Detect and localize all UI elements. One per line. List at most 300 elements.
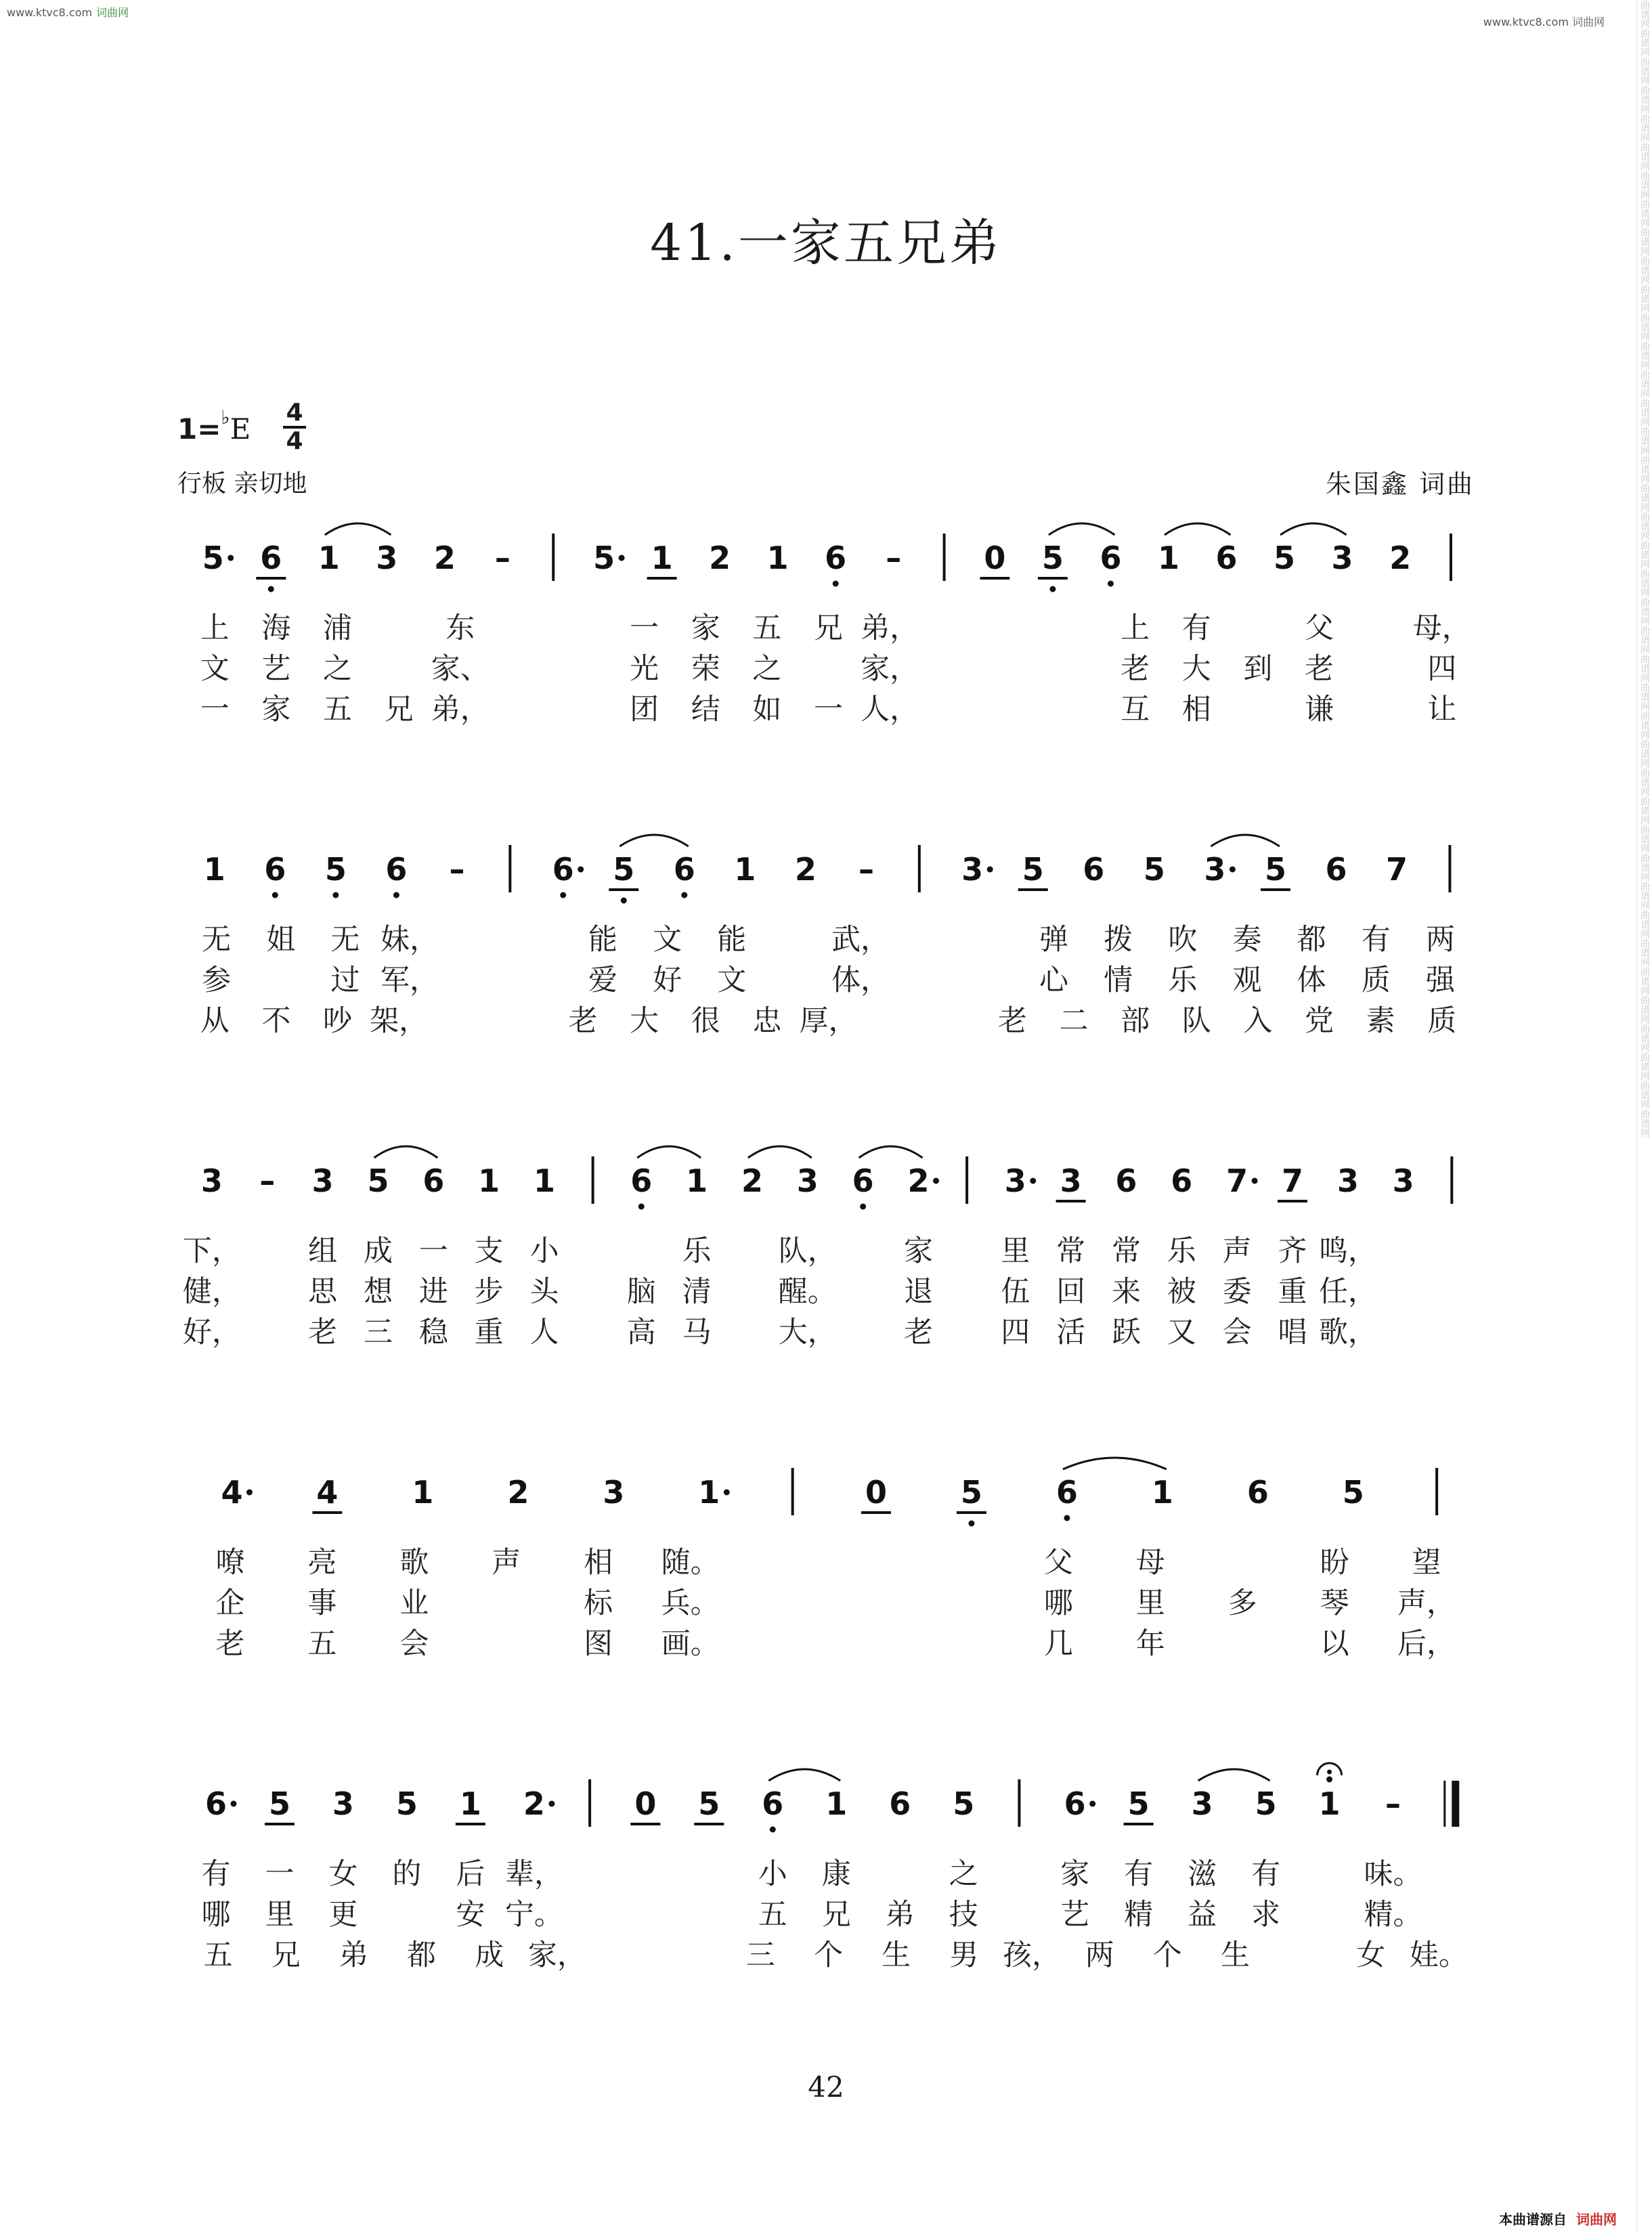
lyric-syllable: 多 (1227, 1586, 1257, 1620)
lyric-syllable: 随。 (661, 1546, 720, 1580)
lyric-syllable: 相 (584, 1546, 613, 1580)
side-watermark-text: 曲谱网 (1639, 171, 1650, 199)
note: 1 (1151, 1474, 1173, 1511)
lyric-syllable: 精。 (1364, 1898, 1422, 1932)
lyric-syllable: 心 (1039, 963, 1069, 997)
side-watermark-text: 曲谱网 (1639, 1081, 1650, 1109)
lyric-syllable: 上 (200, 611, 230, 645)
lyric-syllable: 武， (831, 923, 890, 957)
note: 5 (1274, 540, 1296, 576)
note: – (494, 540, 510, 576)
note: – (259, 1163, 276, 1199)
lyric-syllable: 乐 (1168, 963, 1198, 997)
lyric-syllable: 家 (904, 1234, 934, 1268)
note: 6 (260, 540, 282, 576)
side-watermark-text: 曲谱网 (1639, 142, 1650, 171)
lyric-syllable: 从 (200, 1004, 230, 1038)
fermata-dot (1327, 1770, 1332, 1775)
note: 1 (766, 540, 789, 576)
lyric-syllable: 有 (1124, 1857, 1154, 1891)
note: 6 (889, 1785, 911, 1822)
note: 3 (796, 1163, 819, 1199)
note: 2 (507, 1474, 529, 1511)
note: 3 (1331, 540, 1353, 576)
lyric-syllable: 步 (474, 1275, 504, 1309)
octave-low-dot (560, 892, 566, 898)
note: 5 (698, 1785, 720, 1822)
lyric-syllable: 亮 (307, 1546, 337, 1580)
lyric-syllable: 哪 (201, 1898, 231, 1932)
lyric-syllable: 弟 (339, 1938, 368, 1972)
lyric-syllable: 谦 (1304, 693, 1334, 727)
lyric-syllable: 两 (1085, 1938, 1114, 1972)
lyric-syllable: 益 (1188, 1898, 1217, 1932)
lyric-syllable: 歌， (1318, 1316, 1377, 1349)
lyric-syllable: 质 (1427, 1004, 1457, 1038)
slur (1165, 523, 1231, 535)
octave-low-dot (770, 1827, 776, 1833)
lyric-syllable: 任， (1318, 1275, 1377, 1309)
lyric-syllable: 都 (407, 1938, 437, 1972)
note: 1 (1318, 1785, 1341, 1822)
lyric-syllable: 大 (630, 1004, 659, 1038)
lyric-syllable: 鸣， (1318, 1234, 1377, 1268)
lyric-syllable: 有 (1361, 923, 1391, 957)
lyric-syllable: 队， (778, 1234, 837, 1268)
note: 6 (1171, 1163, 1193, 1199)
lyric-syllable: 画。 (661, 1627, 720, 1661)
lyric-syllable: 相 (1181, 693, 1211, 727)
lyric-syllable: 弟 (885, 1898, 915, 1932)
lyric-syllable: 老 (215, 1627, 245, 1661)
lyric-syllable: 部 (1121, 1004, 1150, 1038)
lyric-syllable: 奏 (1232, 923, 1262, 957)
note: 5 (202, 540, 224, 576)
lyric-syllable: 党 (1304, 1004, 1334, 1038)
side-watermark-text: 曲谱网 (1639, 341, 1650, 370)
note: 3 (1392, 1163, 1414, 1199)
side-watermark-text: 曲谱网 (1639, 938, 1650, 967)
lyric-syllable: 弟， (431, 693, 490, 727)
side-watermark-text: 曲谱网 (1639, 825, 1650, 853)
side-watermark-text: 曲谱网 (1639, 682, 1650, 711)
lyric-syllable: 一 (630, 611, 659, 645)
note: – (886, 540, 902, 576)
note: 6 (1064, 1785, 1086, 1822)
side-watermark-text: 曲谱网 (1639, 256, 1650, 284)
note: 6 (204, 1785, 227, 1822)
side-watermark-text: 曲谱网 (1639, 569, 1650, 597)
lyric-syllable: 里 (1135, 1586, 1165, 1620)
note: 5 (1264, 851, 1286, 888)
lyric-syllable: 脑 (626, 1275, 656, 1309)
lyric-syllable: 下， (182, 1234, 241, 1268)
note: 3 (1191, 1785, 1213, 1822)
side-watermark-text: 曲谱网 (1639, 882, 1650, 910)
lyric-syllable: 又 (1167, 1316, 1196, 1349)
lyric-syllable: 后 (456, 1857, 485, 1891)
lyric-syllable: 技 (949, 1898, 978, 1932)
lyric-syllable: 声 (492, 1546, 521, 1580)
lyric-syllable: 进 (418, 1275, 448, 1309)
note: 6 (762, 1785, 784, 1822)
lyric-syllable: 成 (475, 1938, 504, 1972)
side-watermark-text: 曲谱网 (1639, 483, 1650, 512)
lyric-syllable: 情 (1104, 963, 1133, 997)
lyric-syllable: 之 (323, 652, 353, 686)
slur (1211, 835, 1280, 846)
watermark-top-right: www.ktvc8.com 词曲网 (1483, 16, 1605, 28)
lyric-syllable: 兄 (384, 693, 414, 727)
lyric-syllable: 大 (1181, 652, 1211, 686)
note: 5 (593, 540, 615, 576)
octave-low-dot (1064, 1515, 1070, 1521)
lyric-syllable: 事 (307, 1586, 337, 1620)
lyric-syllable: 三 (745, 1938, 775, 1972)
lyric-syllable: 来 (1111, 1275, 1141, 1309)
slur (325, 523, 391, 535)
side-watermark-text: 曲谱网 (1639, 28, 1650, 57)
time-signature-bottom: 4 (286, 427, 303, 455)
slur (748, 1146, 812, 1158)
lyric-syllable: 健， (182, 1275, 241, 1309)
lyric-syllable: 荣 (691, 652, 720, 686)
key-tonic: 1= (177, 412, 221, 446)
note: 2 (709, 540, 731, 576)
lyric-syllable: 不 (261, 1004, 291, 1038)
lyric-syllable: 思 (308, 1275, 338, 1309)
lyric-syllable: 女 (1356, 1938, 1386, 1972)
side-watermark-text: 曲谱网 (1639, 512, 1650, 540)
lyric-syllable: 弹 (1039, 923, 1069, 957)
lyric-syllable: 后， (1397, 1627, 1456, 1661)
lyric-syllable: 厚， (799, 1004, 858, 1038)
note: 6 (552, 851, 574, 888)
augmentation-dot (987, 867, 993, 873)
lyric-syllable: 小 (529, 1234, 559, 1268)
lyric-syllable: 吵 (323, 1004, 353, 1038)
note: 7 (1226, 1163, 1248, 1199)
lyric-syllable: 文 (653, 923, 682, 957)
slur (374, 1146, 437, 1158)
side-watermark-text: 曲谱网 (1639, 85, 1650, 114)
augmentation-dot (548, 1801, 555, 1807)
lyric-syllable: 父 (1043, 1546, 1073, 1580)
lyric-syllable: 男 (949, 1938, 979, 1972)
octave-low-dot (638, 1204, 645, 1210)
note: 3 (311, 1163, 334, 1199)
note: 5 (1041, 540, 1064, 576)
lyric-syllable: 质 (1361, 963, 1391, 997)
lyric-syllable: 爱 (588, 963, 617, 997)
lyric-syllable: 都 (1297, 923, 1326, 957)
lyric-syllable: 二 (1059, 1004, 1089, 1038)
watermark-site-url: www.ktvc8.com (7, 6, 93, 19)
note: 6 (1115, 1163, 1137, 1199)
lyric-syllable: 安 (456, 1898, 485, 1932)
lyric-syllable: 两 (1425, 923, 1455, 957)
lyric-syllable: 好， (182, 1316, 241, 1349)
side-watermark-text: 曲谱网 (1639, 540, 1650, 569)
note: 2 (907, 1163, 930, 1199)
lyric-syllable: 艺 (261, 652, 291, 686)
lyric-syllable: 兄 (821, 1898, 851, 1932)
note: 3 (332, 1785, 354, 1822)
lyric-syllable: 一 (200, 693, 230, 727)
lyric-syllable: 家 (1060, 1857, 1090, 1891)
note: 6 (630, 1163, 653, 1199)
note: 5 (1255, 1785, 1277, 1822)
note: 1 (1157, 540, 1179, 576)
key-letter: E (230, 412, 251, 446)
lyric-syllable: 能 (717, 923, 747, 957)
note: 1 (734, 851, 756, 888)
lyric-syllable: 文 (717, 963, 747, 997)
note: 6 (825, 540, 847, 576)
lyric-syllable: 五 (203, 1938, 233, 1972)
lyric-syllable: 里 (265, 1898, 295, 1932)
lyric-syllable: 参 (202, 963, 232, 997)
lyric-syllable: 四 (1427, 652, 1457, 686)
lyric-syllable: 更 (328, 1898, 358, 1932)
note: 1 (459, 1785, 481, 1822)
note: 6 (264, 851, 286, 888)
lyric-syllable: 小 (758, 1857, 787, 1891)
lyric-syllable: 无 (202, 923, 232, 957)
lyric-syllable: 生 (1220, 1938, 1250, 1972)
note: 4 (221, 1474, 243, 1511)
lyric-syllable: 无 (330, 923, 360, 957)
slur (637, 1146, 701, 1158)
lyric-syllable: 父 (1304, 611, 1334, 645)
lyric-syllable: 企 (215, 1586, 245, 1620)
side-watermark-text: 曲谱网 (1639, 967, 1650, 995)
side-watermark-text: 曲谱网 (1639, 313, 1650, 341)
lyric-syllable: 会 (1222, 1316, 1252, 1349)
augmentation-dot (227, 555, 234, 561)
lyric-syllable: 重 (474, 1316, 504, 1349)
lyric-syllable: 老 (904, 1316, 934, 1349)
lyric-syllable: 被 (1167, 1275, 1196, 1309)
side-watermark-text: 曲谱网 (1639, 739, 1650, 768)
slur (859, 1146, 923, 1158)
note: 2 (433, 540, 456, 576)
note: 1 (825, 1785, 848, 1822)
lyric-syllable: 大， (778, 1316, 837, 1349)
lyric-syllable: 味。 (1364, 1857, 1422, 1891)
note: 1 (686, 1163, 708, 1199)
lyric-syllable: 成 (363, 1234, 393, 1268)
lyric-syllable: 拨 (1104, 923, 1133, 957)
lyric-syllable: 素 (1366, 1004, 1395, 1038)
lyric-syllable: 架， (370, 1004, 429, 1038)
lyric-syllable: 体， (831, 963, 890, 997)
lyric-syllable: 家 (691, 611, 720, 645)
lyric-syllable: 跃 (1111, 1316, 1141, 1349)
lyric-syllable: 之 (949, 1857, 978, 1891)
note: – (858, 851, 874, 888)
song-title: 41.一家五兄弟 (650, 214, 1002, 272)
note: 3 (1060, 1163, 1082, 1199)
note: 1 (534, 1163, 556, 1199)
lyric-syllable: 队 (1181, 1004, 1211, 1038)
side-watermark-text: 曲谱网 (1639, 114, 1650, 142)
lyric-syllable: 常 (1056, 1234, 1086, 1268)
side-watermark-text: 曲谱网 (1639, 398, 1650, 427)
lyric-syllable: 五 (323, 693, 353, 727)
lyric-syllable: 互 (1121, 693, 1150, 727)
lyric-syllable: 妹， (381, 923, 439, 957)
lyric-syllable: 乐 (1167, 1234, 1196, 1268)
lyric-syllable: 浦 (323, 611, 353, 645)
time-signature-top: 4 (286, 399, 303, 427)
lyric-syllable: 家 (261, 693, 291, 727)
lyric-syllable: 女 (328, 1857, 358, 1891)
lyric-syllable: 活 (1056, 1316, 1086, 1349)
lyric-syllable: 声， (1397, 1586, 1456, 1620)
lyric-syllable: 常 (1111, 1234, 1141, 1268)
note: 5 (1342, 1474, 1364, 1511)
note: 1 (698, 1474, 720, 1511)
side-watermark-text: 曲谱网 (1639, 626, 1650, 654)
note: 6 (1100, 540, 1122, 576)
side-watermark-text: 曲谱网 (1639, 796, 1650, 825)
lyric-syllable: 人 (529, 1316, 559, 1349)
lyric-syllable: 东 (445, 611, 475, 645)
lyric-syllable: 一 (418, 1234, 448, 1268)
lyric-syllable: 老 (568, 1004, 598, 1038)
lyric-syllable: 如 (752, 693, 782, 727)
lyric-syllable: 业 (399, 1586, 429, 1620)
note: 0 (865, 1474, 887, 1511)
note: 0 (634, 1785, 657, 1822)
side-watermark-text: 曲谱网 (1639, 768, 1650, 796)
side-watermark-text: 曲谱网 (1639, 199, 1650, 227)
lyric-syllable: 家， (527, 1938, 586, 1972)
octave-low-dot (621, 898, 627, 904)
note: 5 (960, 1474, 982, 1511)
note: 6 (1056, 1474, 1078, 1511)
lyric-syllable: 望 (1412, 1546, 1441, 1580)
note: 4 (316, 1474, 339, 1511)
lyric-syllable: 退 (904, 1275, 934, 1309)
lyric-syllable: 委 (1222, 1275, 1252, 1309)
lyric-syllable: 求 (1251, 1898, 1281, 1932)
lyric-syllable: 辈， (504, 1857, 563, 1891)
lyric-syllable: 想 (363, 1275, 393, 1309)
lyric-syllable: 让 (1427, 693, 1457, 727)
note: 5 (1022, 851, 1044, 888)
note: 5 (324, 851, 347, 888)
lyric-syllable: 光 (630, 652, 659, 686)
side-watermark-text: 曲谱网 (1639, 284, 1650, 313)
note: 3 (1004, 1163, 1026, 1199)
note: 5 (1143, 851, 1165, 888)
octave-low-dot (968, 1521, 974, 1527)
slur (1063, 1458, 1167, 1469)
lyric-syllable: 滋 (1188, 1857, 1217, 1891)
octave-low-dot (332, 892, 339, 898)
octave-high-dot (1326, 1777, 1332, 1783)
lyric-syllable: 弟， (861, 611, 919, 645)
lyric-syllable: 团 (630, 693, 659, 727)
augmentation-dot (1030, 1178, 1036, 1184)
lyric-syllable: 盼 (1320, 1546, 1349, 1580)
lyric-syllable: 几 (1043, 1627, 1073, 1661)
lyric-syllable: 老 (1304, 652, 1334, 686)
lyric-syllable: 观 (1232, 963, 1262, 997)
lyric-syllable: 个 (814, 1938, 843, 1972)
augmentation-dot (230, 1801, 236, 1807)
lyric-syllable: 好 (653, 963, 682, 997)
note: 3 (961, 851, 984, 888)
lyric-syllable: 体 (1297, 963, 1326, 997)
note: – (1385, 1785, 1401, 1822)
lyric-syllable: 过 (330, 963, 360, 997)
note: 1 (412, 1474, 434, 1511)
octave-low-dot (393, 892, 399, 898)
side-watermark-text: 曲谱网 (1639, 1052, 1650, 1081)
side-watermark-text: 曲谱网 (1639, 370, 1650, 398)
lyric-syllable: 宁。 (504, 1898, 563, 1932)
lyric-syllable: 精 (1124, 1898, 1154, 1932)
note: 2 (741, 1163, 763, 1199)
note: 3 (1336, 1163, 1359, 1199)
side-watermark-text: 曲谱网 (1639, 455, 1650, 483)
lyric-syllable: 琴 (1320, 1586, 1349, 1620)
lyric-syllable: 醒。 (778, 1275, 837, 1309)
lyric-syllable: 到 (1243, 652, 1273, 686)
lyric-syllable: 母， (1412, 611, 1471, 645)
lyric-syllable: 艺 (1060, 1898, 1090, 1932)
slur (1049, 523, 1115, 535)
lyric-syllable: 稳 (418, 1316, 448, 1349)
lyric-syllable: 有 (1181, 611, 1211, 645)
note: 3 (603, 1474, 625, 1511)
augmentation-dot (1089, 1801, 1095, 1807)
augmentation-dot (724, 1490, 730, 1496)
lyric-syllable: 很 (691, 1004, 720, 1038)
note: 5 (613, 851, 635, 888)
lyric-syllable: 里 (1001, 1234, 1030, 1268)
lyric-syllable: 娃。 (1409, 1938, 1468, 1972)
side-watermark-text: 曲谱网 (1639, 427, 1650, 455)
lyric-syllable: 齐 (1278, 1234, 1307, 1268)
slur (1198, 1769, 1270, 1781)
lyric-syllable: 生 (882, 1938, 911, 1972)
side-watermark-text: 曲谱网 (1639, 597, 1650, 626)
octave-low-dot (272, 892, 278, 898)
octave-low-dot (833, 581, 839, 587)
note: 5 (395, 1785, 418, 1822)
side-watermark-text: 曲谱网 (1639, 227, 1650, 256)
side-watermark-text: 曲谱网 (1639, 1024, 1650, 1052)
note: 1 (651, 540, 673, 576)
note: 6 (422, 1163, 445, 1199)
note: 5 (367, 1163, 389, 1199)
octave-low-dot (681, 892, 687, 898)
note: 3 (200, 1163, 223, 1199)
side-watermark-text: 曲谱网 (1639, 910, 1650, 938)
lyric-syllable: 的 (392, 1857, 422, 1891)
lyric-syllable: 歌 (399, 1546, 429, 1580)
side-watermark-text: 曲谱网 (1639, 995, 1650, 1024)
lyric-syllable: 马 (682, 1316, 712, 1349)
augmentation-dot (1230, 867, 1236, 873)
lyric-syllable: 康 (821, 1857, 851, 1891)
slur (1280, 523, 1347, 535)
footer-source (1499, 2209, 1617, 2228)
